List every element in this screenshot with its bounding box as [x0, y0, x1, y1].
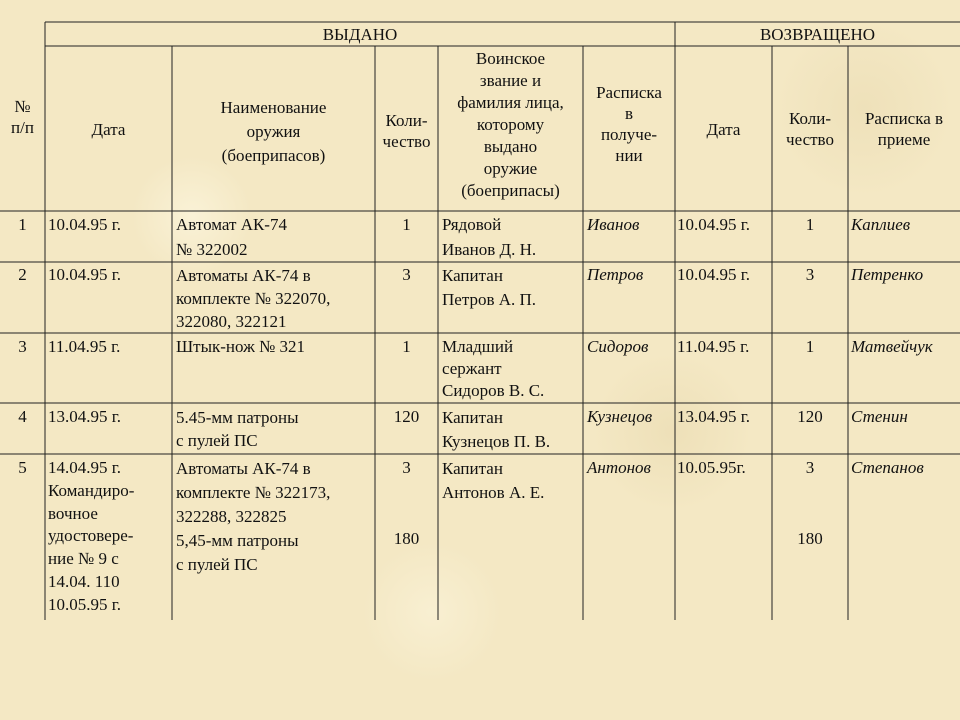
header-num-l1: №	[14, 97, 31, 116]
row-qty-2: 180	[393, 529, 420, 548]
header-name	[172, 96, 375, 168]
row-person-line: Рядовой	[442, 215, 502, 234]
header-person-l7: (боеприпасы)	[461, 181, 560, 200]
header-qty-l2: чество	[382, 132, 431, 151]
row-date-line: ние № 9 с	[48, 549, 119, 569]
row-person-line: Сидоров В. С.	[442, 381, 545, 400]
row-person-line: Петров А. П.	[442, 290, 537, 309]
row-num: 3	[18, 337, 27, 356]
row-person-line: Кузнецов П. В.	[442, 432, 551, 451]
row-person-line: Иванов Д. Н.	[442, 240, 537, 259]
row-date-line: 10.05.95 г.	[48, 594, 122, 614]
header-name-l1: Наименование	[220, 98, 327, 117]
header-receipt-get-l3: получе-	[600, 125, 658, 144]
row-qty: 1	[402, 215, 411, 234]
header-ret-qty-l1: Коли-	[788, 109, 831, 128]
row-name-line: 322080, 322121	[176, 312, 287, 331]
row-date: 13.04.95 г.	[48, 407, 122, 426]
row-person	[442, 214, 536, 261]
row-ret-date: 13.04.95 г.	[677, 407, 751, 426]
row-sign: Сидоров	[587, 337, 649, 356]
header-ret-qty-l2: чество	[786, 130, 834, 149]
row-name-line: Автомат АК-74	[176, 215, 287, 234]
row-ret-qty: 120	[797, 407, 823, 426]
header-receipt-get-l4: нии	[615, 146, 643, 165]
row-person-line: Капитан	[442, 266, 503, 285]
row-name-line: 5.45-мм патроны	[176, 408, 299, 427]
row-ret-date: 11.04.95 г.	[677, 337, 750, 356]
header-num	[0, 96, 45, 138]
row-name	[176, 457, 330, 577]
row-person-line: Антонов А. Е.	[442, 483, 545, 502]
row-date-line: 14.04.95 г.	[48, 458, 122, 477]
header-qty	[375, 110, 438, 152]
row-ret-qty: 1	[805, 337, 815, 356]
row-name-line: № 322002	[176, 240, 248, 259]
row-sign: Антонов	[587, 458, 651, 477]
row-person	[442, 336, 544, 402]
header-person	[438, 48, 583, 202]
row-name-line: с пулей ПС	[176, 431, 258, 450]
row-name-line: комплекте № 322173,	[176, 483, 331, 502]
header-person-l1: Воинское	[475, 49, 546, 68]
row-ret-date: 10.04.95 г.	[677, 265, 751, 284]
header-name-l2: оружия	[246, 122, 301, 141]
row-ret-date: 10.04.95 г.	[677, 215, 751, 234]
row-ret-qty: 3	[805, 265, 815, 284]
row-ret-date: 10.05.95г.	[677, 458, 746, 477]
row-person-line: Капитан	[442, 408, 503, 427]
header-issued: ВЫДАНО	[322, 25, 398, 44]
row-name-line: с пулей ПС	[176, 555, 258, 574]
header-qty-l1: Коли-	[385, 111, 428, 130]
row-name-line: комплекте № 322070,	[176, 289, 331, 308]
header-person-l2: звание и	[479, 71, 542, 90]
row-name-line: Автоматы АК-74 в	[176, 459, 311, 478]
row-num: 1	[18, 215, 27, 234]
row-ret-sign: Петренко	[851, 265, 924, 284]
row-qty: 120	[393, 407, 420, 426]
row-num: 4	[18, 407, 27, 426]
row-name-line: 5,45-мм патроны	[176, 531, 299, 550]
row-person-line: Младший	[442, 337, 514, 356]
header-date: Дата	[91, 120, 126, 139]
header-name-l3: (боеприпасов)	[221, 146, 326, 165]
row-qty: 3	[402, 458, 411, 477]
row-ret-qty-2: 180	[797, 529, 823, 548]
header-receipt-get	[583, 82, 675, 166]
row-qty: 3	[402, 265, 411, 284]
header-ret-date: Дата	[706, 120, 741, 139]
header-num-l2: п/п	[11, 118, 34, 137]
row-ret-sign: Стенин	[851, 407, 908, 426]
row-date: 11.04.95 г.	[48, 337, 121, 356]
row-date-line: удостовере-	[48, 526, 134, 546]
header-person-l5: выдано	[483, 137, 538, 156]
row-person	[442, 406, 550, 454]
header-receipt-get-l1: Расписка	[596, 83, 662, 102]
row-person-line: Капитан	[442, 459, 503, 478]
row-date: 10.04.95 г.	[48, 265, 122, 284]
header-returned: ВОЗВРАЩЕНО	[759, 25, 876, 44]
row-ret-sign: Матвейчук	[851, 337, 933, 356]
header-ret-qty	[772, 108, 848, 150]
header-person-l6: оружие	[483, 159, 538, 178]
row-sign: Иванов	[587, 215, 640, 234]
row-sign: Петров	[587, 265, 644, 284]
header-receipt-get-l2: в	[624, 104, 634, 123]
row-date-line: вочное	[48, 503, 98, 523]
header-receipt-ret	[848, 108, 960, 150]
row-date-line: 14.04. 110	[48, 571, 120, 591]
header-receipt-ret-l1: Расписка в	[864, 109, 944, 128]
row-name	[176, 406, 299, 452]
row-name	[176, 264, 330, 333]
row-ret-sign: Каплиев	[851, 215, 911, 234]
row-date	[48, 457, 134, 617]
row-date-line: Командиро-	[48, 480, 135, 500]
header-receipt-ret-l2: приеме	[877, 130, 931, 149]
row-ret-sign: Степанов	[851, 458, 924, 477]
header-person-l4: которому	[476, 115, 545, 134]
row-name: Штык-нож № 321	[176, 337, 306, 356]
row-date: 10.04.95 г.	[48, 215, 122, 234]
row-ret-qty: 3	[805, 458, 815, 477]
row-name-line: 322288, 322825	[176, 507, 287, 526]
row-name	[176, 214, 287, 261]
row-person	[442, 264, 536, 312]
row-name-line: Автоматы АК-74 в	[176, 266, 311, 285]
row-num: 2	[18, 265, 27, 284]
row-qty: 1	[402, 337, 411, 356]
row-person-line: сержант	[442, 359, 502, 378]
row-sign: Кузнецов	[587, 407, 653, 426]
row-person	[442, 457, 544, 505]
header-person-l3: фамилия лица,	[457, 93, 564, 112]
row-ret-qty: 1	[805, 215, 815, 234]
row-num: 5	[18, 458, 27, 477]
